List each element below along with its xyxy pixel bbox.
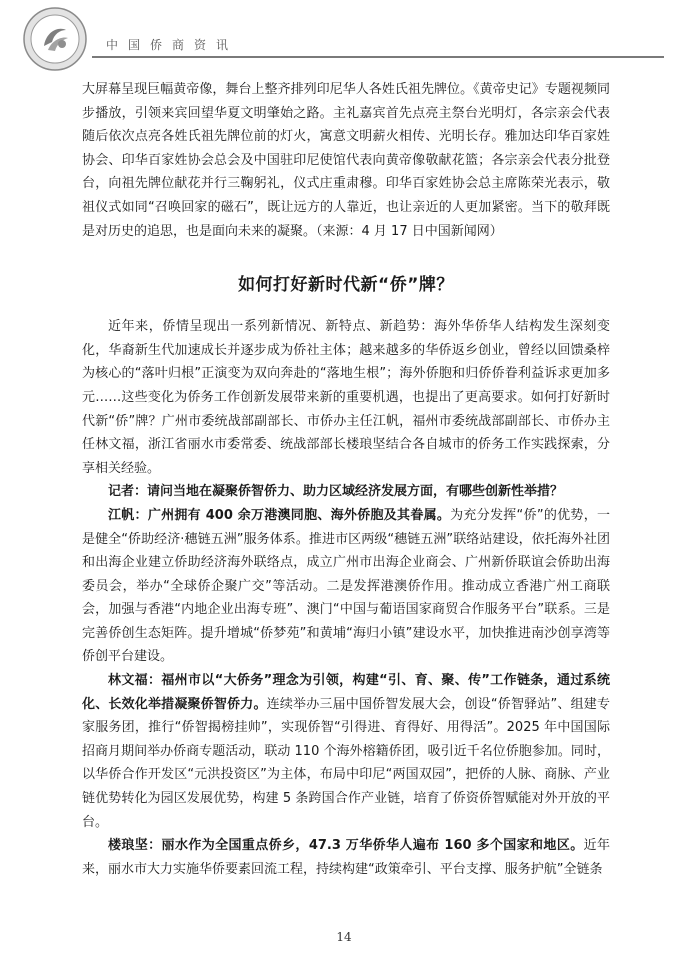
reporter-question: 记者：请问当地在凝聚侨智侨力、助力区域经济发展方面，有哪些创新性举措？ [108, 484, 564, 500]
answer-body: 连续举办三届中国侨智发展大会，创设“侨智驿站”、组建专家服务团，推行“侨智揭榜挂帅”，实现侨智“引得进、育得好、用得活”。2025 年中国国际招商月期间举办侨商专题活动，联动 110 个海外榕籍侨团，吸引近千名位侨胞参加。同时，以华侨合作开发区“元洪投资区”为主体，布局中印尼“两国双园”，把侨的人脉、商脉、产业链优势转化为园区发展优势，构建 5 条跨国合作产业链，培育了侨资侨智赋能对外开放的平台。 [82, 696, 610, 830]
news-source: （来源：4 月 17 日中国新闻网） [316, 223, 503, 239]
article-intro: 近年来，侨情呈现出一系列新情况、新特点、新趋势：海外华侨华人结构发生深刻变化，华裔新生代加速成长并逐步成为侨社主体；越来越多的华侨返乡创业，曾经以回馈桑梓为核心的“落叶归根”正演变为双向奔赴的“落地生根”；海外侨胞和归侨侨眷利益诉求更加多元……这些变化为侨务工作创新发展带来新的重要机遇，也提出了更高要求。如何打好新时代新“侨”牌？广州市委统战部副部长、市侨办主任江帆，福州市委统战部副部长、市侨办主任林文福，浙江省丽水市委常委、统战部部长楼琅坚结合各自城市的侨务工作实践探索，分享相关经验。 [82, 319, 610, 476]
header-divider [92, 56, 664, 58]
page-header [0, 0, 688, 70]
answer-lin-wenfu [82, 669, 610, 834]
answer-lead: 楼琅坚：丽水作为全国重点侨乡，47.3 万华侨华人遍布 160 多个国家和地区。 [108, 838, 584, 854]
page-number: 14 [336, 930, 352, 944]
intro-paragraph [82, 78, 610, 243]
header-title: 中国侨商资讯 [106, 38, 239, 52]
article-title: 如何打好新时代新“侨”牌？ [238, 275, 454, 296]
answer-lou-langjian [82, 834, 610, 881]
association-logo-icon [22, 6, 88, 72]
answer-body: 近年来，丽水市大力实施华侨要素回流工程，持续构建“政策牵引、平台支撑、服务护航”全链条 [82, 838, 610, 877]
answer-jiang-fan [82, 504, 610, 669]
answer-body: 为充分发挥“侨”的优势，一是健全“侨助经济·穗链五洲”服务体系。推进市区两级“穗链五洲”联络站建设，依托海外社团和出海企业建立侨助经济海外联络点，成立广州市出海企业商会、广州新侨联谊会侨助出海委员会，举办“全球侨企聚广交”等活动。二是发挥港澳侨作用。推动成立香港广州工商联会，加强与香港“内地企业出海专班”、澳门“中国与葡语国家商贸合作服务平台”联系。三是完善侨创生态矩阵。提升增城“侨梦苑”和黄埔“海归小镇”建设水平，加快推进南沙创享湾等侨创平台建设。 [82, 507, 610, 665]
answer-lead: 林文福：福州市以“大侨务”理念为引领，构建“引、育、聚、传”工作链条，通过系统化、长效化举措凝聚侨智侨力。 [82, 673, 610, 712]
intro-body: 大屏幕呈现巨幅黄帝像，舞台上整齐排列印尼华人各姓氏祖先牌位。《黄帝史记》专题视频同步播放，引领来宾回望华夏文明肇始之路。主礼嘉宾首先点亮主祭台光明灯，各宗亲会代表随后依次点亮各姓氏祖先牌位前的灯火，寓意文明薪火相传、光明长存。雅加达印华百家姓协会、印华百家姓协会总会及中国驻印尼使馆代表向黄帝像敬献花篮；各宗亲会代表分批登台，向祖先牌位献花并行三鞠躬礼，仪式庄重肃穆。印华百家姓协会总主席陈荣光表示，敬祖仪式如同“召唤回家的磁石”，既让远方的人靠近，也让亲近的人更加紧密。当下的敬拜既是对历史的追思，也是面向未来的凝聚。 [82, 82, 610, 239]
answer-lead: 江帆：广州拥有 400 余万港澳同胞、海外侨胞及其眷属。 [108, 507, 451, 523]
page-content [82, 78, 610, 881]
